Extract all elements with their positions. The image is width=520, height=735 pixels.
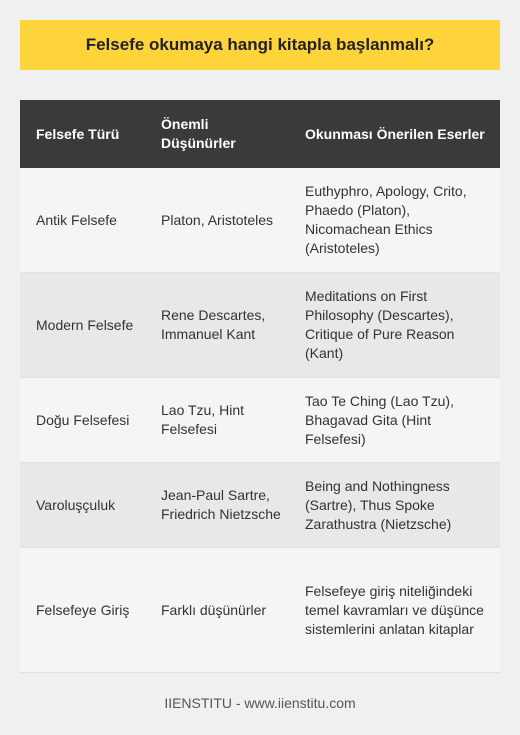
footer-credit: IIENSTITU - www.iienstitu.com — [164, 695, 356, 711]
header-cell-type: Felsefe Türü — [36, 125, 120, 142]
cell-works: Meditations on First Philosophy (Descartes), Critique of Pure Reason (Kant) — [305, 288, 455, 361]
cell-thinkers: Rene Descartes, Immanuel Kant — [161, 307, 266, 342]
cell-thinkers: Jean-Paul Sartre, Friedrich Nietzsche — [161, 487, 281, 522]
cell-works: Felsefeye giriş niteliğindeki temel kavramları ve düşünce sistemlerini anlatan kitaplar — [305, 582, 484, 637]
philosophy-table — [20, 100, 500, 673]
cell-works: Being and Nothingness (Sartre), Thus Spoke Zarathustra (Nietzsche) — [305, 477, 452, 532]
cell-thinkers: Lao Tzu, Hint Felsefesi — [161, 402, 245, 437]
table-row — [20, 548, 500, 673]
table-row — [20, 463, 500, 548]
header-cell-thinkers: Önemli Düşünürler — [161, 116, 236, 151]
cell-type: Modern Felsefe — [36, 316, 134, 333]
cell-type: Antik Felsefe — [36, 211, 117, 228]
cell-thinkers: Platon, Aristoteles — [161, 211, 274, 228]
cell-type: Varoluşçuluk — [36, 496, 116, 513]
cell-type: Felsefeye Giriş — [36, 601, 130, 618]
header-cell-works: Okunması Önerilen Eserler — [305, 125, 485, 142]
cell-thinkers: Farklı düşünürler — [161, 601, 267, 618]
cell-type: Doğu Felsefesi — [36, 411, 130, 428]
table-row — [20, 273, 500, 378]
table-header-row — [20, 100, 500, 168]
cell-works: Tao Te Ching (Lao Tzu), Bhagavad Gita (Hint Felsefesi) — [305, 392, 454, 447]
table-row — [20, 168, 500, 273]
table-row — [20, 378, 500, 463]
cell-works: Euthyphro, Apology, Crito, Phaedo (Platon), Nicomachean Ethics (Aristoteles) — [305, 183, 467, 256]
page-title: Felsefe okumaya hangi kitapla başlanmalı? — [20, 20, 500, 70]
